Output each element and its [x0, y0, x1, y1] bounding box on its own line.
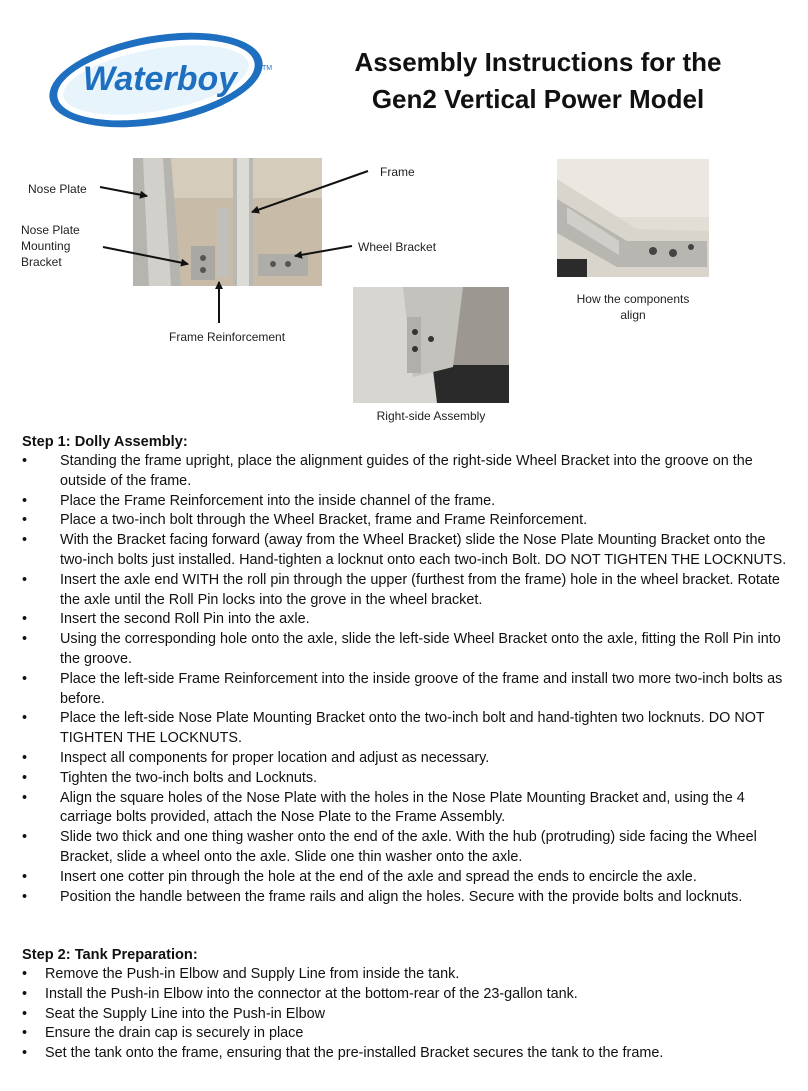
list-item: • Place the left-side Nose Plate Mounting Bracket onto the two-inch bolt and hand-tighten two locknuts. DO NOT TIGHTEN THE LOCKNUTS. — [22, 709, 792, 749]
list-item: • With the Bracket facing forward (away from the Wheel Bracket) slide the Nose Plate Mounting Bracket onto the two-inch bolts just installed. Hand-tighten a locknut onto each two-inch Bolt. DO NOT TIGHTEN THE LOCKNUTS. — [22, 531, 792, 571]
label-line: Nose Plate — [21, 223, 80, 237]
list-item: • Using the corresponding hole onto the axle, slide the left-side Wheel Bracket onto the axle, fitting the Roll Pin into the groove. — [22, 630, 792, 670]
list-item: • Ensure the drain cap is securely in place — [22, 1024, 792, 1044]
step2-section — [22, 945, 792, 1064]
caption-right-side-assembly: Right-side Assembly — [376, 409, 486, 423]
logo-wordmark: Waterboy — [82, 60, 238, 98]
list-item: • Align the square holes of the Nose Plate with the holes in the Nose Plate Mounting Bracket and, using the 4 carriage bolts provided, attach the Nose Plate to the Frame Assembly. — [22, 789, 792, 829]
label-wheel-bracket: Wheel Bracket — [358, 240, 437, 254]
list-item: • Position the handle between the frame rails and align the holes. Secure with the provide bolts and locknuts. — [22, 888, 792, 908]
label-frame-reinforcement: Frame Reinforcement — [169, 330, 286, 344]
list-item: • Install the Push-in Elbow into the connector at the bottom-rear of the 23-gallon tank. — [22, 985, 792, 1005]
components-align-photo — [557, 159, 709, 277]
logo-trademark: TM — [262, 65, 273, 72]
step1-list — [22, 452, 792, 907]
list-item: • Inspect all components for proper location and adjust as necessary. — [22, 749, 792, 769]
list-item: • Place a two-inch bolt through the Wheel Bracket, frame and Frame Reinforcement. — [22, 511, 792, 531]
list-item: • Standing the frame upright, place the alignment guides of the right-side Wheel Bracket into the groove on the outside of the frame. — [22, 452, 792, 492]
right-side-assembly-photo — [353, 287, 509, 403]
title-line-2: Gen2 Vertical Power Model — [371, 84, 705, 114]
step1-heading: Step 1: Dolly Assembly: — [22, 434, 188, 450]
page-title — [318, 44, 758, 118]
caption-components-align — [557, 291, 709, 323]
waterboy-logo — [44, 30, 276, 132]
list-item: • Place the Frame Reinforcement into the inside channel of the frame. — [22, 492, 792, 512]
list-item: • Insert the second Roll Pin into the axle. — [22, 610, 792, 630]
step2-heading: Step 2: Tank Preparation: — [22, 947, 198, 963]
step2-list — [22, 965, 792, 1064]
label-frame: Frame — [380, 165, 415, 179]
label-line: Bracket — [21, 255, 62, 269]
label-nose-plate: Nose Plate — [28, 182, 87, 196]
list-item: • Seat the Supply Line into the Push-in Elbow — [22, 1005, 792, 1025]
title-line-1: Assembly Instructions for the — [354, 47, 722, 77]
caption-line: How the components — [576, 292, 690, 306]
label-line: Mounting — [21, 239, 71, 253]
list-item: • Insert one cotter pin through the hole at the end of the axle and spread the ends to encircle the axle. — [22, 868, 792, 888]
step1-section — [22, 432, 792, 907]
list-item: • Remove the Push-in Elbow and Supply Line from inside the tank. — [22, 965, 792, 985]
list-item: • Set the tank onto the frame, ensuring that the pre-installed Bracket secures the tank to the frame. — [22, 1044, 792, 1064]
list-item: • Slide two thick and one thing washer onto the end of the axle. With the hub (protruding) side facing the Wheel Bracket, slide a wheel onto the axle. Slide one thin washer onto the axle. — [22, 828, 792, 868]
list-item: • Insert the axle end WITH the roll pin through the upper (furthest from the frame) hole in the wheel bracket. Rotate the axle until the Roll Pin locks into the grove in the wheel bracket. — [22, 571, 792, 611]
list-item: • Place the left-side Frame Reinforcement into the inside groove of the frame and install two more two-inch bolts as before. — [22, 670, 792, 710]
caption-line: align — [620, 308, 646, 322]
parts-layout-photo — [133, 158, 322, 286]
list-item: • Tighten the two-inch bolts and Locknuts. — [22, 769, 792, 789]
label-nose-plate-mounting-bracket — [21, 222, 80, 270]
